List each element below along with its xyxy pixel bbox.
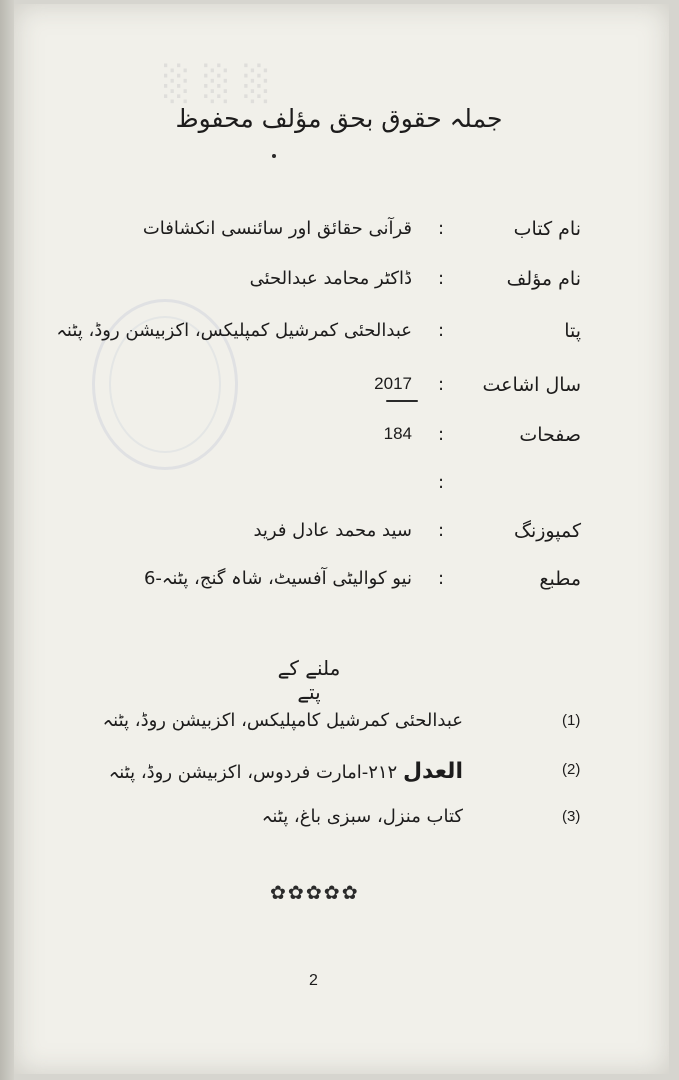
detail-value: 2017: [374, 374, 412, 393]
detail-label: کمپوزنگ: [513, 520, 581, 542]
ornament-divider: [270, 880, 358, 906]
address-text: [109, 759, 463, 784]
detail-label: صفحات: [519, 424, 581, 446]
detail-colon: :: [438, 268, 445, 289]
detail-row-composing: [14, 520, 669, 554]
address-prefix: العدل: [402, 759, 463, 784]
address-index: (3): [562, 808, 581, 825]
detail-row-publication-year: [14, 374, 669, 408]
detail-value: نیو کوالیٹی آفسیٹ، شاہ گنج، پٹنہ-6: [143, 568, 412, 589]
detail-value: سید محمد عادل فرید: [253, 520, 412, 541]
detail-colon: :: [438, 472, 445, 493]
detail-row-printer: [14, 568, 669, 602]
detail-row-pages: [14, 424, 669, 458]
address-item: [14, 759, 669, 793]
detail-row-blank: [14, 472, 669, 506]
page-number: 2: [309, 972, 318, 989]
address-item: [14, 710, 669, 744]
detail-value: ڈاکٹر محامد عبدالحئی: [249, 268, 412, 289]
detail-value: عبدالحئی کمرشیل کمپلیکس، اکزبیشن روڈ، پٹنہ: [56, 320, 412, 341]
detail-colon: :: [438, 520, 445, 541]
detail-row-author: [14, 268, 669, 302]
address-text: [103, 710, 463, 731]
flower-icon: ✿: [305, 882, 322, 904]
copyright-notice: جملہ حقوق بحق مؤلف محفوظ: [175, 104, 503, 133]
detail-row-book-name: [14, 218, 669, 252]
flower-icon: ✿: [341, 882, 358, 904]
book-page: [14, 4, 669, 1074]
decorative-dot: [272, 154, 276, 158]
address-line: ۲۱۲-امارت فردوس، اکزبیشن روڈ، پٹنہ: [108, 762, 398, 783]
address-index: (1): [562, 712, 581, 729]
flower-icon: ✿: [323, 882, 340, 904]
year-underline: [386, 400, 418, 402]
detail-value: 184: [383, 424, 412, 443]
address-item: [14, 806, 669, 840]
detail-label: سال اشاعت: [482, 374, 581, 396]
detail-label: مطبع: [539, 568, 581, 590]
address-line: کتاب منزل، سبزی باغ، پٹنہ: [261, 806, 463, 827]
show-through-stamp: ░░░: [164, 64, 285, 104]
address-index: (2): [562, 761, 581, 778]
detail-colon: :: [438, 424, 445, 445]
flower-icon: ✿: [270, 882, 286, 904]
detail-colon: :: [438, 320, 445, 341]
detail-value: قرآنی حقائق اور سائنسی انکشافات: [142, 218, 412, 239]
detail-label: پتا: [564, 320, 581, 342]
detail-label: نام کتاب: [513, 218, 581, 240]
detail-colon: :: [438, 218, 445, 239]
address-text: [262, 806, 463, 827]
detail-colon: :: [438, 374, 445, 395]
addresses-heading: ملنے کے پتے: [277, 656, 341, 704]
detail-row-address: [14, 320, 669, 354]
address-line: عبدالحئی کمرشیل کامپلیکس، اکزبیشن روڈ، پٹنہ: [102, 710, 463, 731]
detail-colon: :: [438, 568, 445, 589]
book-spine-shadow: [0, 0, 14, 1080]
detail-label: نام مؤلف: [506, 268, 581, 290]
flower-icon: ✿: [287, 882, 304, 904]
